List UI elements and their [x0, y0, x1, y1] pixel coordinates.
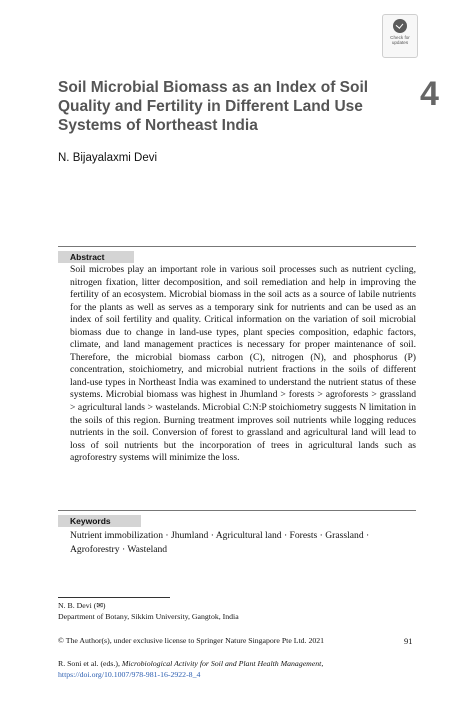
badge-line1: Check for — [390, 35, 410, 40]
abstract-heading: Abstract — [58, 251, 134, 263]
book-title: Microbiological Activity for Soil and Plant Health Management — [121, 659, 322, 668]
doi-link[interactable]: https://doi.org/10.1007/978-981-16-2922-8_4 — [58, 670, 201, 679]
keywords-text: Nutrient immobilization · Jhumland · Agricultural land · Forests · Grassland · Agroforestry · Wasteland — [70, 530, 370, 555]
citation-prefix: R. Soni et al. (eds.), — [58, 659, 120, 668]
footnote-rule — [58, 597, 170, 598]
check-for-updates-badge[interactable] — [382, 14, 418, 58]
citation-suffix: , — [321, 659, 324, 668]
footnote-affiliation: Department of Botany, Sikkim University, Gangtok, India — [58, 612, 239, 621]
abstract-header — [58, 246, 416, 260]
copyright-notice: © The Author(s), under exclusive license to Springer Nature Singapore Pte Ltd. 2021 — [58, 636, 325, 645]
abstract-text: Soil microbes play an important role in various soil processes such as nutrient cycling, nitrogen fixation, litter decomposition, and soil remediation and help in improving the fertility of an ecosystem. Microbial biomass in the soil acts as a source of labile nutrients for the plants as well as serves as a temporary sink for nutrients and can be used as an index of soil fertility and quality. Critical information on the variation of soil microbial biomass due to change in land-use types, plant species composition, edaphic factors, climate, and land management practices is necessary for proper maintenance of soil. Therefore, the microbial biomass carbon (C), nitrogen (N), and phosphorus (P) concentration, stoichiometry, and microbial nutrient fractions in the soils of different land-use types in Northeast India was examined to understand the nutrient status of these systems. Microbial biomass was highest in Jhumland > forests > agroforests > grassland > agricultural lands > wastelands. Microbial C:N:P stoichiometry suggests N limitation in the soils of this region. Burning treatment improves soil nutrients while logging reduces nutrients in the soil. Conversion of forest to grassland and agricultural land will lead to loss of soil nutrients but the incorporation of trees in agricultural lands such as agroforestry systems will minimize the loss. — [70, 264, 416, 464]
author-name: N. Bijayalaxmi Devi — [58, 152, 158, 164]
check-icon — [393, 19, 407, 33]
keywords-heading: Keywords — [58, 515, 141, 527]
keywords-header — [58, 510, 416, 524]
citation-line — [58, 659, 418, 669]
badge-line2: updates — [391, 40, 409, 45]
chapter-title: Soil Microbial Biomass as an Index of Soil Quality and Fertility in Different Land Use Systems of Northeast India — [58, 79, 369, 134]
page-number: 91 — [404, 636, 413, 646]
footnote-author: N. B. Devi (✉) — [58, 601, 106, 610]
chapter-number: 4 — [420, 75, 439, 113]
